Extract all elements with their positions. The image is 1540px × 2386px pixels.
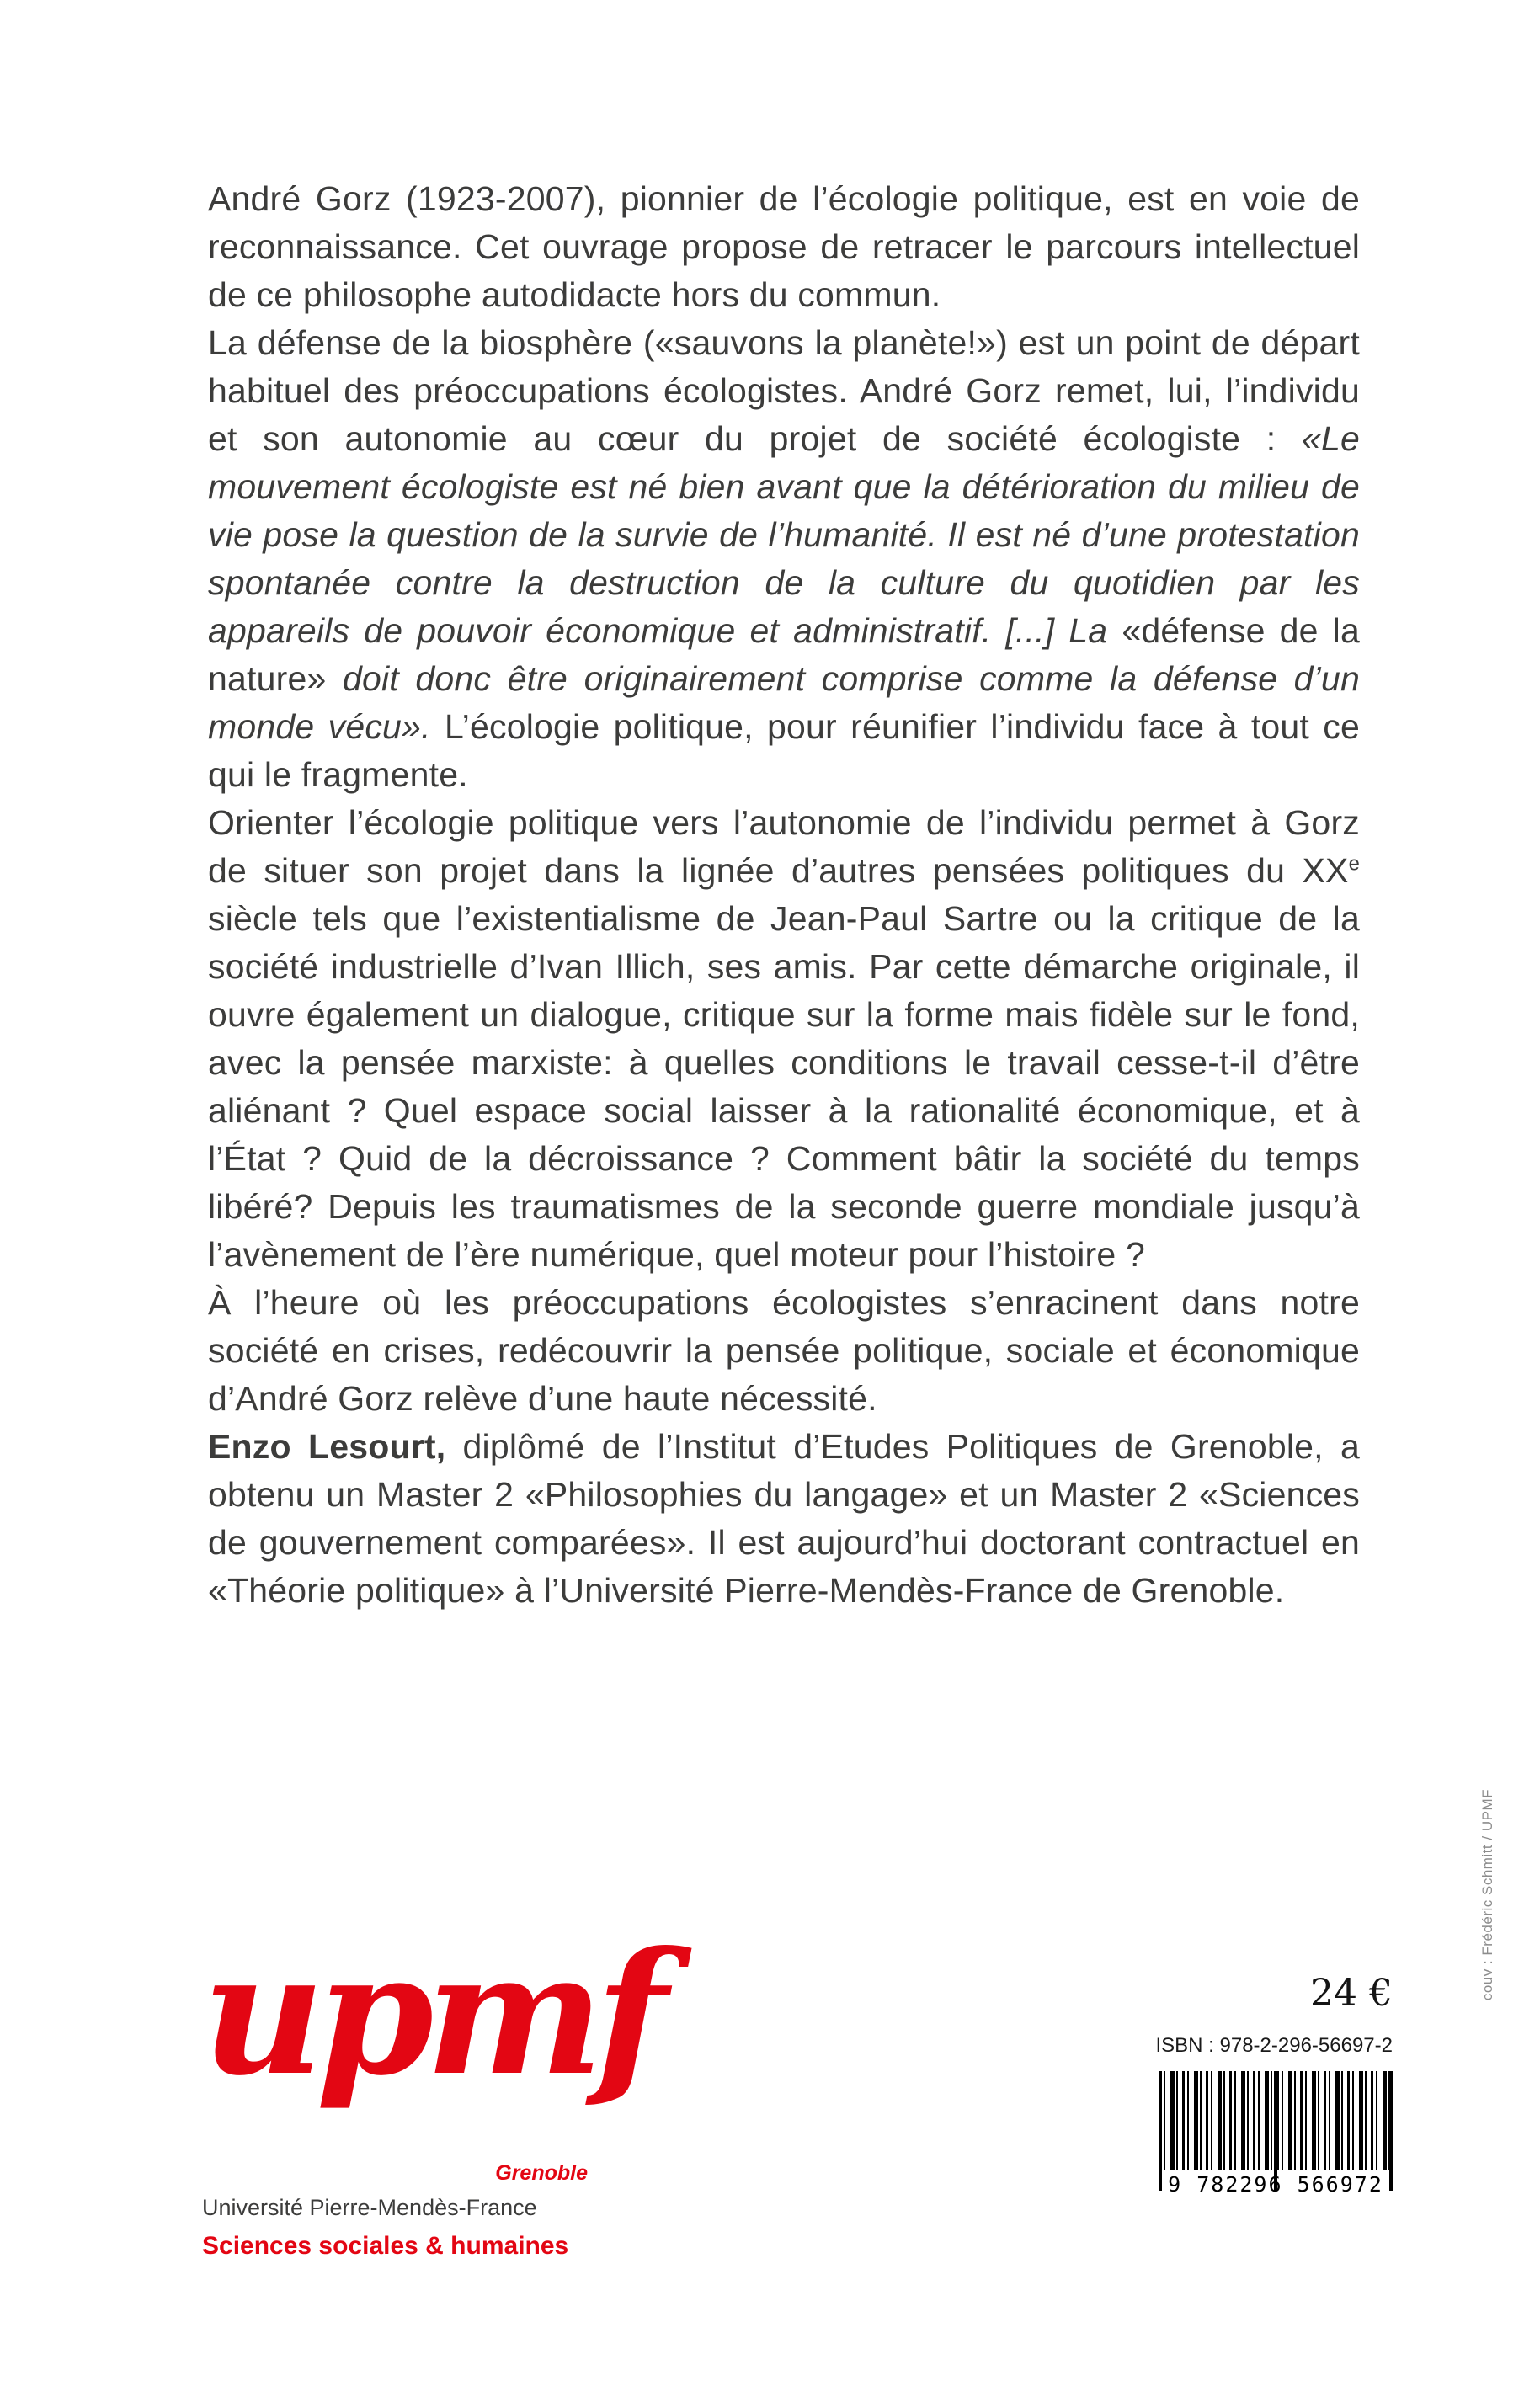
text-segment: À l’heure où les préoccupations écologistes s’enracinent dans notre société en crises, redécouvrir la pensée politique, sociale et économique d’André Gorz relève d’une haute nécessité. bbox=[208, 1283, 1360, 1418]
upmf-wordmark: upmf bbox=[202, 1915, 659, 2113]
blurb-paragraph-3 bbox=[208, 799, 1360, 1279]
author-name: Enzo Lesourt, bbox=[208, 1427, 446, 1466]
quote-text-segment: «Le mouvement écologiste est né bien avant que la détérioration du milieu de vie pose la question de la survie de l’humanité. Il est né d’une protestation spontanée contre la destruction de la culture du quotidien par les appareils de pouvoir économique et administratif. [...] La bbox=[208, 419, 1360, 650]
text-segment: «défense de la nature» bbox=[208, 611, 1360, 698]
blurb bbox=[208, 175, 1360, 1615]
university-name: Université Pierre-Mendès-France bbox=[202, 2195, 537, 2220]
cover-photo-credit: couv : Frédéric Schmitt / UPMF bbox=[1479, 1789, 1495, 2001]
blurb-paragraph-1 bbox=[208, 175, 1360, 319]
quote-text-segment: doit donc être originairement comprise comme la défense d’un monde vécu». bbox=[208, 659, 1360, 746]
barcode-stripes bbox=[1159, 2071, 1393, 2170]
logo-city-label: Grenoble bbox=[495, 2161, 588, 2185]
barcode-digits: 9 782296 566972 bbox=[1168, 2172, 1383, 2197]
superscript-e: e bbox=[1348, 852, 1360, 876]
author-bio bbox=[208, 1423, 1360, 1615]
text-segment: La défense de la biosphère («sauvons la planète!») est un point de départ habituel des préoccupations écologistes. André Gorz remet, lui, l’individu et son autonomie au cœur du projet de société écologiste : bbox=[208, 323, 1360, 458]
blurb-paragraph-4 bbox=[208, 1279, 1360, 1423]
university-tagline: Sciences sociales & humaines bbox=[202, 2232, 569, 2260]
text-segment: Orienter l’écologie politique vers l’autonomie de l’individu permet à Gorz de situer son projet dans la lignée d’autres pensées politiques du XX bbox=[208, 803, 1360, 890]
text-segment: diplômé de l’Institut d’Etudes Politiques de Grenoble, a obtenu un Master 2 «Philosophies du langage» et un Master 2 «Sciences de gouvernement comparées». Il est aujourd’hui doctorant contractuel en «Théorie politique» à l’Université Pierre-Mendès-France de Grenoble. bbox=[208, 1427, 1360, 1610]
price-label: 24 € bbox=[1310, 1972, 1393, 2015]
publisher-logo bbox=[202, 1915, 707, 2260]
barcode bbox=[1159, 2071, 1393, 2197]
text-segment: L’écologie politique, pour réunifier l’individu face à tout ce qui le fragmente. bbox=[208, 707, 1360, 794]
text-segment: siècle tels que l’existentialisme de Jean-Paul Sartre ou la critique de la société industrielle d’Ivan Illich, ses amis. Par cette démarche originale, il ouvre également un dialogue, critique sur la forme mais fidèle sur le fond, avec la pensée marxiste: à quelles conditions le travail cesse-t-il d’être aliénant ? Quel espace social laisser à la rationalité économique, et à l’État ? Quid de la décroissance ? Comment bâtir la société du temps libéré? Depuis les traumatismes de la seconde guerre mondiale jusqu’à l’avènement de l’ère numérique, quel moteur pour l’histoire ? bbox=[208, 899, 1360, 1274]
isbn-label: ISBN : 978-2-296-56697-2 bbox=[1155, 2034, 1393, 2057]
text-segment: André Gorz (1923-2007), pionnier de l’écologie politique, est en voie de reconnaissance. Cet ouvrage propose de retracer le parcours intellectuel de ce philosophe autodidacte hors du commun. bbox=[208, 179, 1360, 314]
blurb-paragraph-2 bbox=[208, 319, 1360, 799]
